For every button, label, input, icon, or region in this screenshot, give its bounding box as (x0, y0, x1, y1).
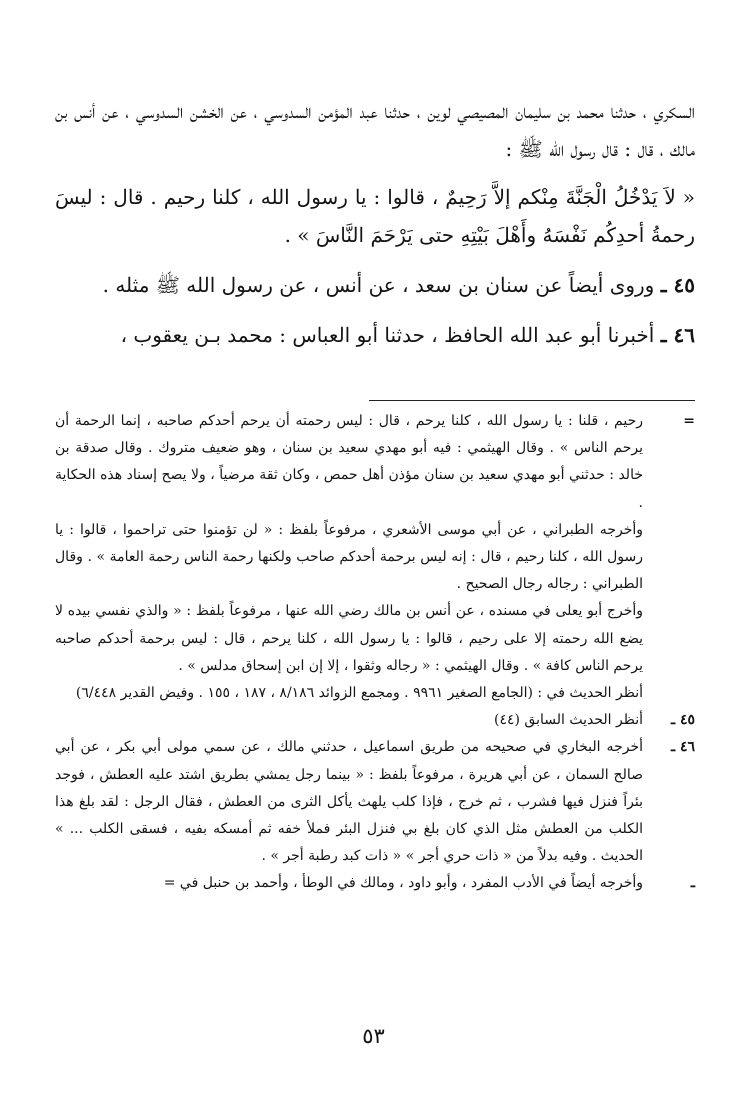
footnote-paragraph: وأخرج أبو يعلى في مسنده ، عن أنس بن مالك رضي الله عنها ، مرفوعاً بلفظ : « والذي نفسي بيده لا يضع الله رحمته إلا على رحيم ، قالوا : يا رسول الله ، كلنا يرحم ، قال : ليس برحمة أحدكم صاحبه يرحم الناس كافة » . وقال الهيثمي : « رجاله وثقوا ، إلا إن ابن إسحاق مدلس » . (55, 603, 643, 674)
footnote-paragraph: وأخرجه الطبراني ، عن أبي موسى الأشعري ، مرفوعاً بلفظ : « لن تؤمنوا حتى تراحموا ، قالوا : يا رسول الله ، كلنا رحيم ، قال : إنه ليس برحمة أحدكم صاحب ولكنها رحمة الناس رحمة العامة » . وقال الطبراني : رجاله رجال الصحيح . (55, 521, 643, 593)
footnote-continued-body (55, 408, 643, 707)
entry-45-text: وروى أيضاً عن سنان بن سعد ، عن أنس ، عن رسول الله ﷺ مثله . (102, 273, 655, 297)
page-number: ٥٣ (362, 1024, 385, 1048)
footnote-paragraph: وأخرجه أيضاً في الأدب المفرد ، وأبو داود ، ومالك في الوطأ ، وأحمد بن حنبل في = (163, 875, 643, 892)
hadith-quote: « لاَ يَدْخُلُ الْجَنَّةَ مِنْكم إلاَّ رَحِيمٌ ، قالوا : يا رسول الله ، كلنا رحيم . قال : ليسَ رحمةُ أحدِكُم نَفْسَهُ وأَهْلَ بَيْتِهِ حتى يَرْحَمَ النَّاسَ » . (55, 185, 695, 247)
footnote-46-continued (55, 870, 695, 897)
entry-45-number: ٤٥ ـ (660, 273, 695, 297)
footnote-46-body (55, 734, 643, 870)
footnote-45-body (55, 707, 643, 734)
continuation-marker: = (683, 413, 695, 429)
entry-46-number: ٤٦ ـ (660, 323, 695, 347)
footnote-46-cont-marker: ـ (690, 875, 695, 892)
footnote-45-marker: ٤٥ ـ (670, 712, 695, 729)
intro-paragraph: السكري ، حدثنا محمد بن سليمان المصيصي لوين ، حدثنا عبد المؤمن السدوسي ، عن الخشن السدوسي ، عن أنس بن مالك ، قال : قال رسول الله ﷺ : (55, 99, 695, 161)
footnote-continued (55, 408, 695, 707)
footnote-paragraph: أنظر الحديث في : (الجامع الصغير ٩٩٦١ . ومجمع الزوائد ٨/١٨٦ ، ١٨٧ ، ١٥٥ . وفيض القدير ٦/٤٤٨) (75, 685, 643, 702)
main-text (55, 92, 695, 354)
footnote-45 (55, 707, 695, 734)
entry-46 (55, 316, 695, 354)
footnote-divider (369, 400, 695, 401)
footnote-paragraph: أنظر الحديث السابق (٤٤) (494, 712, 643, 729)
footnote-paragraph: أخرجه البخاري في صحيحه من طريق اسماعيل ، حدثني مالك ، عن سمي مولى أبي بكر ، عن أبي صالح السمان ، عن أبي هريرة ، مرفوعاً بلفظ : « بينما رجل يمشي بطريق اشتد عليه العطش ، فوجد بئراً فنزل فيها فشرب ، ثم خرج ، فإذا كلب يلهث يأكل الثرى من العطش ، فقال الرجل : لقد بلغ هذا الكلب من العطش مثل الذي كان بلغ بي فنزل البئر فملأ خفه ثم أمسكه بفيه ، فسقى الكلب ... » الحديث . وفيه بدلاً من « ذات حري أجر » « ذات كبد رطبة أجر » . (55, 739, 643, 865)
entry-45 (55, 266, 695, 304)
footnote-paragraph: رحيم ، قلنا : يا رسول الله ، كلنا يرحم ، قال : ليس رحمته أن يرحم أحدكم صاحبه ، إنما الرحمة أن يرحم الناس » . وقال الهيثمي : فيه أبو مهدي سعيد بن سنان ، وهو ضعيف متروك . وقال صدقة بن خالد : حدثني أبو مهدي سعيد بن سنان مؤذن أهل حمص ، وكان ثقة مرضياً ، ولا يصح إسناد هذه الحكاية . (55, 413, 643, 511)
footnote-46-marker: ٤٦ ـ (670, 739, 695, 756)
footnote-46-continued-body (55, 870, 643, 897)
footnotes (55, 408, 695, 898)
footnote-46 (55, 734, 695, 870)
entry-46-text: أخبرنا أبو عبد الله الحافظ ، حدثنا أبو العباس : محمد بـن يعقوب ، (120, 323, 655, 347)
